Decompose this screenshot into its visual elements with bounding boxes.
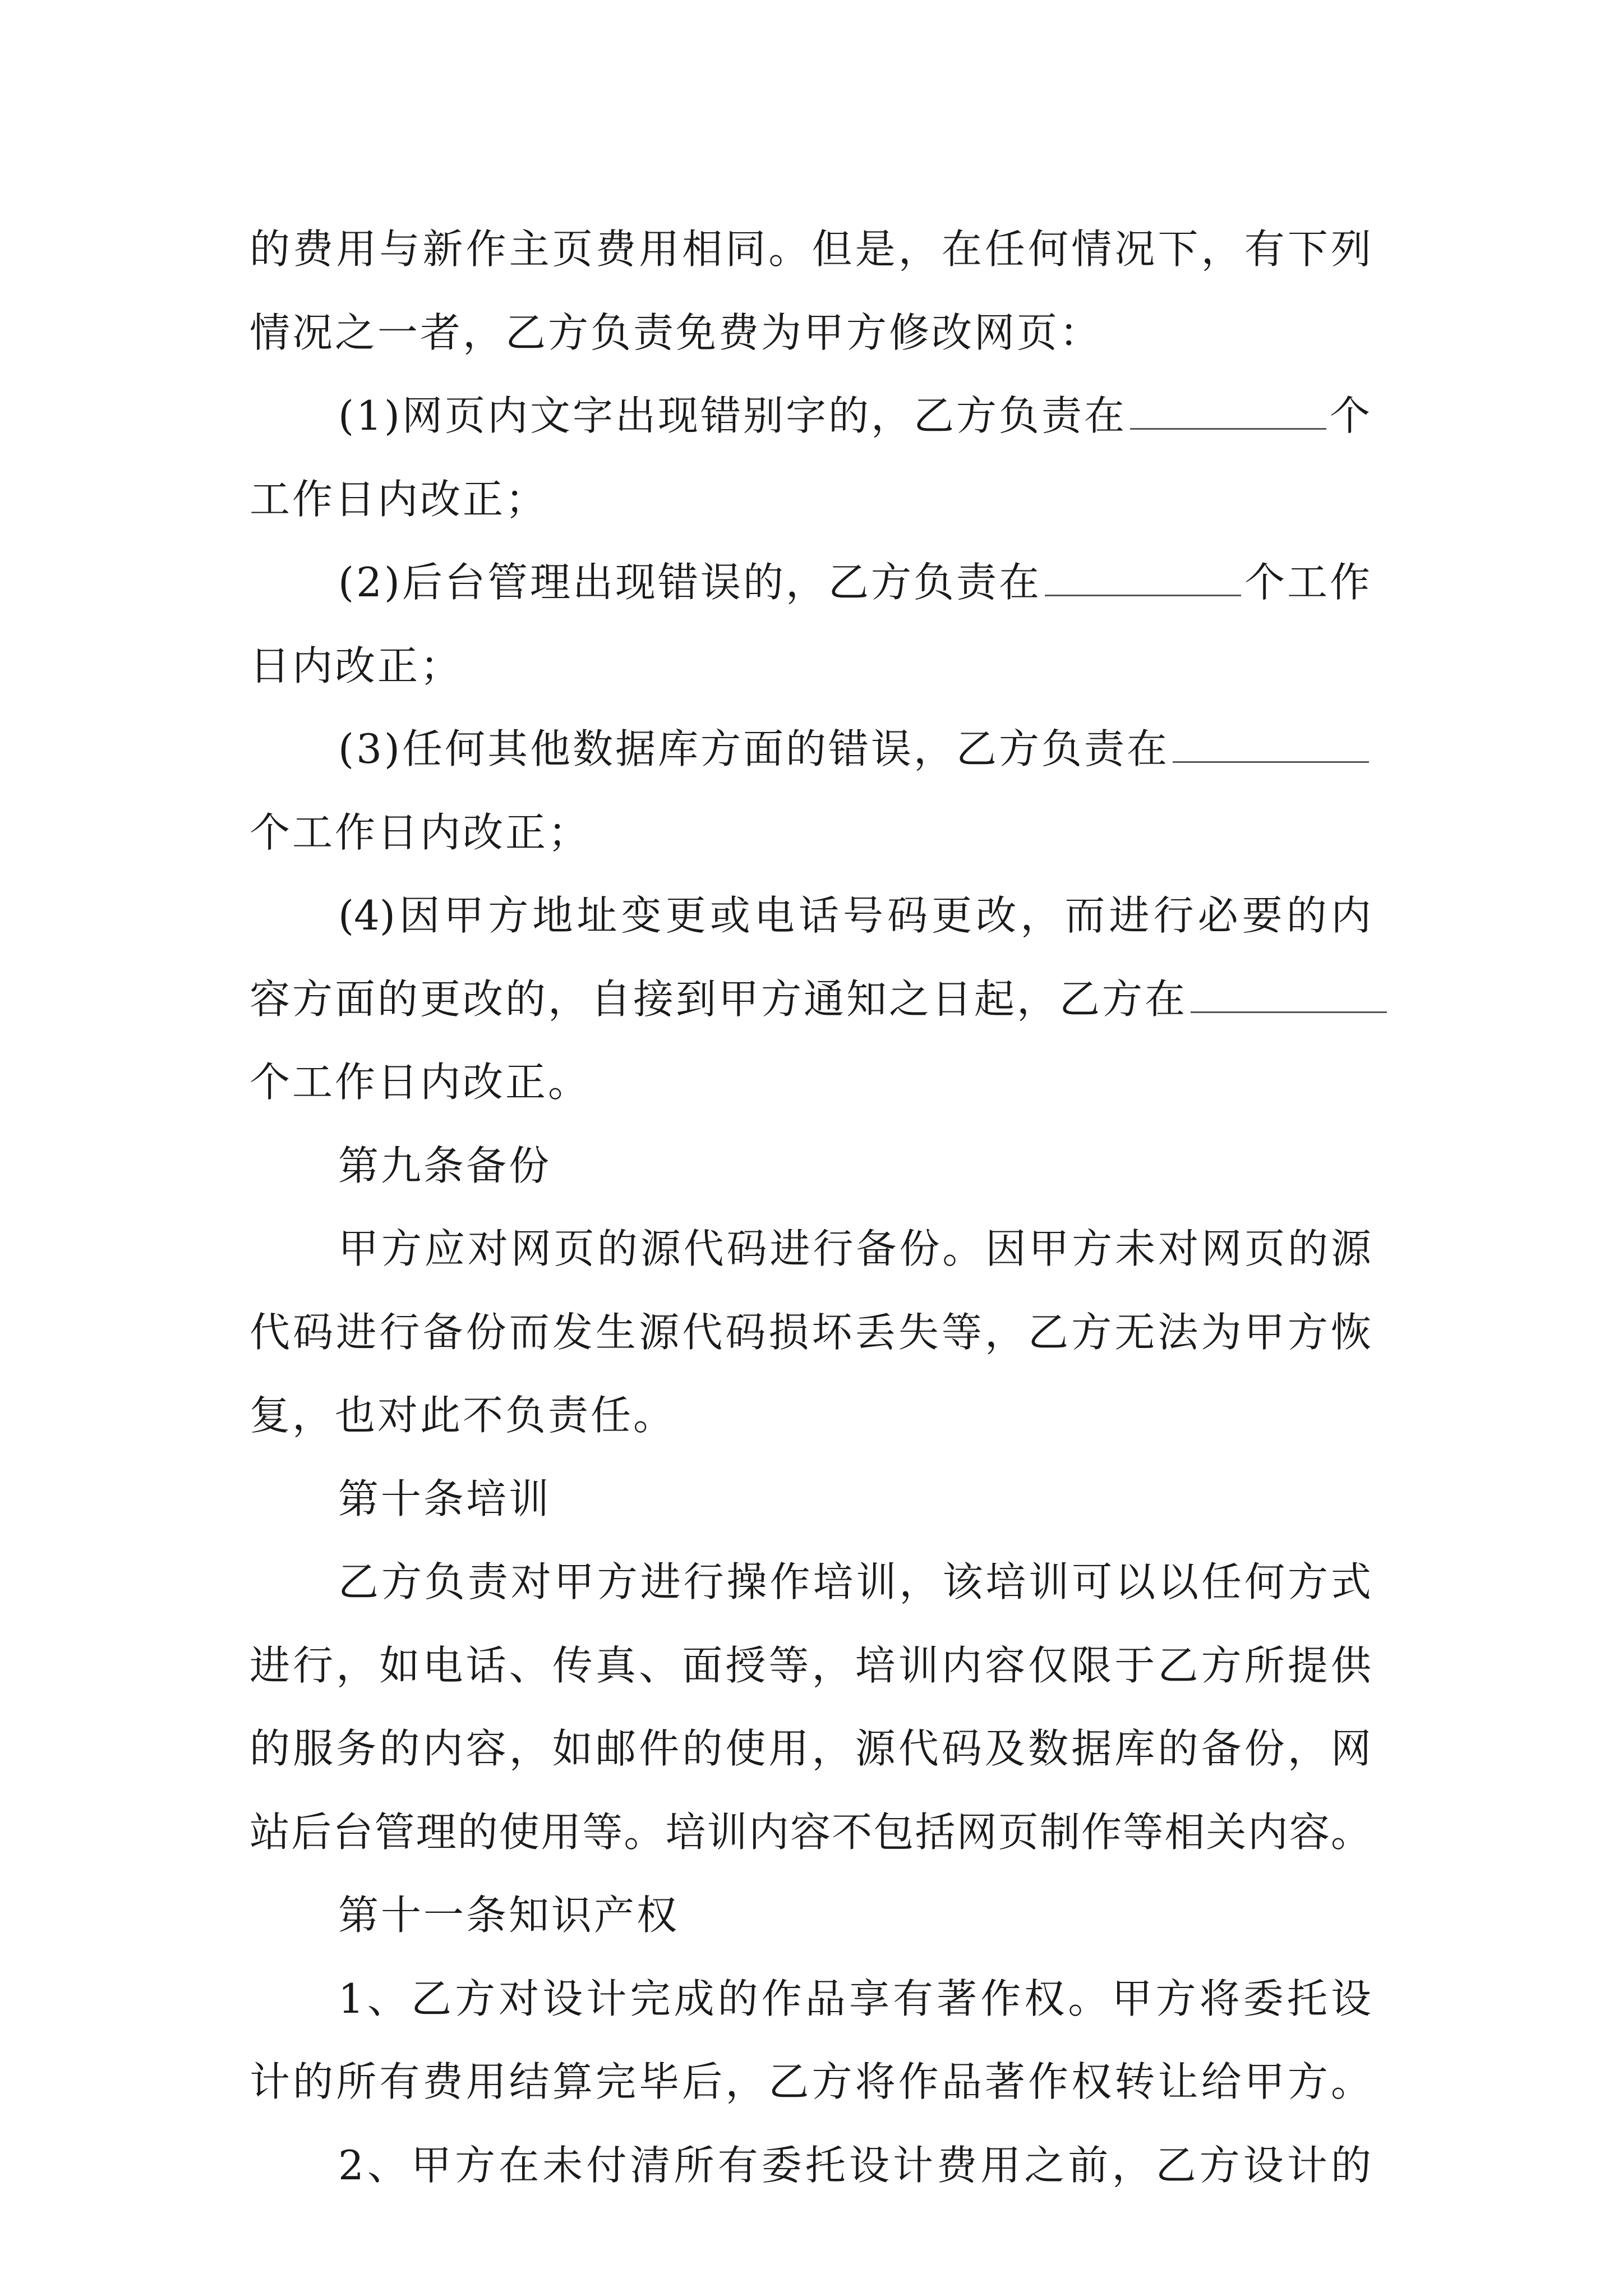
text-line: 情况之一者，乙方负责免费为甲方修改网页： — [250, 309, 1103, 356]
text-line: 日内改正； — [250, 642, 463, 689]
text-line: 进行，如电话、传真、面授等，培训内容仅限于乙方所提供 — [250, 1641, 1371, 1689]
text-line: 代码进行备份而发生源代码损坏丢失等，乙方无法为甲方恢 — [250, 1308, 1371, 1356]
text-line — [250, 958, 1371, 1041]
list-item-text: 容方面的更改的，自接到甲方通知之日起，乙方在 — [250, 975, 1188, 1023]
text-line: 的服务的内容，如邮件的使用，源代码及数据库的备份，网 — [250, 1725, 1371, 1772]
text-line: 的费用与新作主页费用相同。但是，在任何情况下，有下列 — [250, 226, 1371, 273]
list-item-text: 个 — [1330, 392, 1373, 439]
list-item-text: (3)任何其他数据库方面的错误，乙方负责在 — [338, 725, 1169, 772]
section-heading: 第十条培训 — [338, 1475, 552, 1522]
list-item-4: (4)因甲方地址变更或电话号码更改，而进行必要的内 — [338, 892, 1371, 939]
section-heading: 第九条备份 — [338, 1142, 552, 1189]
fill-in-blank — [1130, 394, 1326, 430]
document-body — [250, 208, 1371, 2207]
text-line: 个工作日内改正； — [250, 808, 591, 856]
text-line: 2、甲方在未付清所有委托设计费用之前，乙方设计的 — [338, 2141, 1371, 2189]
text-line: 乙方负责对甲方进行操作培训，该培训可以以任何方式 — [338, 1558, 1371, 1605]
list-item-1 — [250, 374, 1371, 458]
text-line: 1、乙方对设计完成的作品享有著作权。甲方将委托设 — [338, 1975, 1371, 2022]
text-line: 计的所有费用结算完毕后，乙方将作品著作权转让给甲方。 — [250, 2058, 1371, 2105]
fill-in-blank — [1191, 978, 1387, 1013]
text-line: 个工作日内改正。 — [250, 1059, 591, 1106]
text-line: 站后台管理的使用等。培训内容不包括网页制作等相关内容。 — [250, 1808, 1371, 1856]
fill-in-blank — [1045, 561, 1241, 596]
text-line: 甲方应对网页的源代码进行备份。因甲方未对网页的源 — [338, 1225, 1371, 1272]
list-item-text: (2)后台管理出现错误的，乙方负责在 — [338, 559, 1041, 606]
text-line: 复，也对此不负责任。 — [250, 1392, 676, 1439]
list-item-text: 个工作 — [1244, 559, 1373, 606]
section-heading: 第十一条知识产权 — [338, 1892, 680, 1939]
list-item-text: (1)网页内文字出现错别字的，乙方负责在 — [338, 392, 1127, 439]
fill-in-blank — [1173, 728, 1369, 763]
text-line: 工作日内改正； — [250, 475, 548, 523]
list-item-3 — [250, 707, 1371, 791]
list-item-2 — [250, 541, 1371, 624]
